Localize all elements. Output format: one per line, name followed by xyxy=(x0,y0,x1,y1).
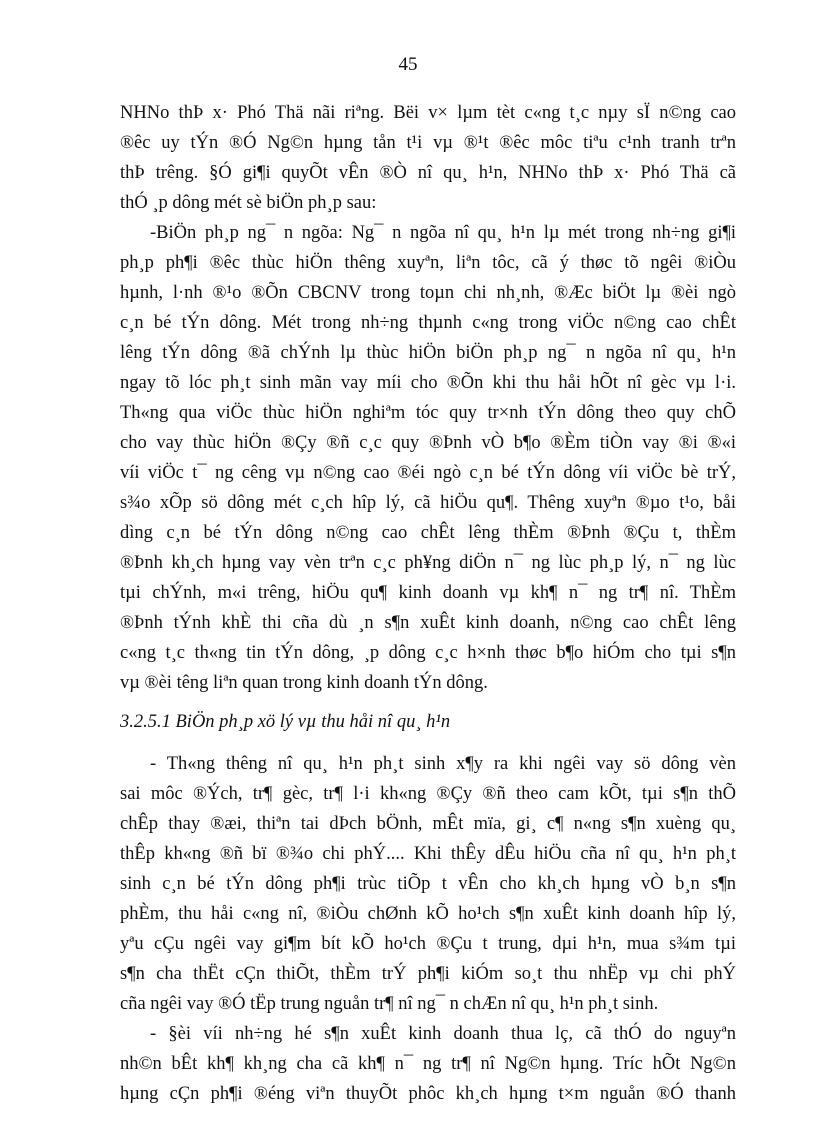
text-line: NHNo thÞ x· Phó Thä nãi riªng. Bëi v× lµm tèt c«ng t¸c nµy sÏ n©ng cao xyxy=(120,103,736,123)
page-content xyxy=(120,98,736,1109)
text-line: - §èi víi nh÷ng hé s¶n xuÊt kinh doanh thua lç, cã thÓ do nguyªn xyxy=(150,1024,736,1044)
text-line: yªu cÇu ngêi vay gi¶m bít kÕ ho¹ch ®Çu t trung, dµi h¹n, mua s¾m tµi xyxy=(120,934,736,954)
text-line: ®êc uy tÝn ®Ó Ng©n hµng tån t¹i vµ ®¹t ®êc môc tiªu c¹nh tranh trªn xyxy=(120,133,736,153)
text-line: c«ng t¸c th«ng tin tÝn dông, ¸p dông c¸c h×nh thøc b¶o hiÓm cho tµi s¶n xyxy=(120,643,736,663)
text-line: s¾o xÕp sö dông mét c¸ch hîp lý, cã hiÖu qu¶. Thêng xuyªn ®µo t¹o, båi xyxy=(120,493,736,513)
text-line: s¶n cha thËt cÇn thiÕt, thÈm trÝ ph¶i kiÓm so¸t thu nhËp vµ chi phÝ xyxy=(120,964,736,984)
text-line: víi viÖc t¯ ng cêng vµ n©ng cao ®éi ngò c¸n bé tÝn dông víi viÖc bè trÝ, xyxy=(120,463,736,483)
paragraph-prevention xyxy=(120,218,736,698)
text-line: vµ ®èi têng liªn quan trong kinh doanh tÝn dông. xyxy=(120,673,488,693)
text-line: ngay tõ lóc ph¸t sinh mãn vay míi cho ®Õn khi thu håi hÕt nî gèc vµ l·i. xyxy=(120,373,736,393)
text-line: cho vay thùc hiÖn ®Çy ®ñ c¸c quy ®Þnh vÒ b¶o ®Èm tiÒn vay ®i ®«i xyxy=(120,433,736,453)
text-line: thÓ ¸p dông mét sè biÖn ph¸p sau: xyxy=(120,193,377,213)
text-line: sinh c¸n bé tÝn dông ph¶i trùc tiÕp t vÊn cho kh¸ch hµng vÒ b¸n s¶n xyxy=(120,874,736,894)
page-number: 45 xyxy=(398,54,418,75)
paragraph-handling xyxy=(120,749,736,1019)
text-line: ®Þnh kh¸ch hµng vay vèn trªn c¸c ph¥ng diÖn n¯ ng lùc ph¸p lý, n¯ ng lùc xyxy=(120,553,736,573)
text-line: cña ngêi vay ®Ó tËp trung nguån tr¶ nî ng¯ n chÆn nî qu¸ h¹n ph¸t sinh. xyxy=(120,994,659,1014)
text-line: ph¸p ph¶i ®êc thùc hiÖn thêng xuyªn, liªn tôc, cã ý thøc tõ ngêi ®iÒu xyxy=(120,253,736,273)
text-line: - Th«ng thêng nî qu¸ h¹n ph¸t sinh x¶y ra khi ngêi vay sö dông vèn xyxy=(150,754,736,774)
text-line: Th«ng qua viÖc thùc hiÖn nghiªm tóc quy tr×nh tÝn dông theo quy chÕ xyxy=(120,403,736,423)
text-line: nh©n bÊt kh¶ kh¸ng cha cã kh¶ n¯ ng tr¶ nî Ng©n hµng. Tríc hÕt Ng©n xyxy=(120,1054,736,1074)
text-line: lêng tÝn dông ®ã chÝnh lµ thùc hiÖn biÖn ph¸p ng¯ n ngõa nî qu¸ h¹n xyxy=(120,343,736,363)
text-line: thÞ trêng. §Ó gi¶i quyÕt vÊn ®Ò nî qu¸ h¹n, NHNo thÞ x· Phó Thä cã xyxy=(120,163,736,183)
text-line: hµnh, l·nh ®¹o ®Õn CBCNV trong toµn chi nh¸nh, ®Æc biÖt lµ ®èi ngò xyxy=(120,283,736,303)
text-line: hµng cÇn ph¶i ®éng viªn thuyÕt phôc kh¸ch hµng t×m nguån ®Ó thanh xyxy=(120,1084,736,1104)
text-line: tµi chÝnh, m«i trêng, hiÖu qu¶ kinh doanh vµ kh¶ n¯ ng tr¶ nî. ThÈm xyxy=(120,583,736,603)
text-line: -BiÖn ph¸p ng¯ n ngõa: Ng¯ n ngõa nî qu¸ h¹n lµ mét trong nh÷ng gi¶i xyxy=(150,223,736,243)
text-line: c¸n bé tÝn dông. Mét trong nh÷ng thµnh c«ng trong viÖc n©ng cao chÊt xyxy=(120,313,736,333)
text-line: sai môc ®Ých, tr¶ gèc, tr¶ l·i kh«ng ®Çy ®ñ theo cam kÕt, tµi s¶n thÕ xyxy=(120,784,736,804)
section-heading: 3.2.5.1 BiÖn ph¸p xö lý vµ thu håi nî qu¸ h¹n xyxy=(120,712,451,732)
text-line: dìng c¸n bé tÝn dông n©ng cao chÊt lêng thÈm ®Þnh ®Çu t, thÈm xyxy=(120,523,736,543)
paragraph-losses xyxy=(120,1019,736,1109)
text-line: phÈm, thu håi c«ng nî, ®iÒu chØnh kÕ ho¹ch s¶n xuÊt kinh doanh hîp lý, xyxy=(120,904,736,924)
paragraph-intro xyxy=(120,98,736,218)
text-line: thÊp kh«ng ®ñ bï ®¾o chi phÝ.... Khi thÊy dÊu hiÖu cña nî qu¸ h¹n ph¸t xyxy=(120,844,736,864)
text-line: chÊp thay ®æi, thiªn tai dÞch bÖnh, mÊt mïa, gi¸ c¶ n«ng s¶n xuèng qu¸ xyxy=(120,814,736,834)
text-line: ®Þnh tÝnh khÈ thi cña dù ¸n s¶n xuÊt kinh doanh, n©ng cao chÊt lêng xyxy=(120,613,736,633)
